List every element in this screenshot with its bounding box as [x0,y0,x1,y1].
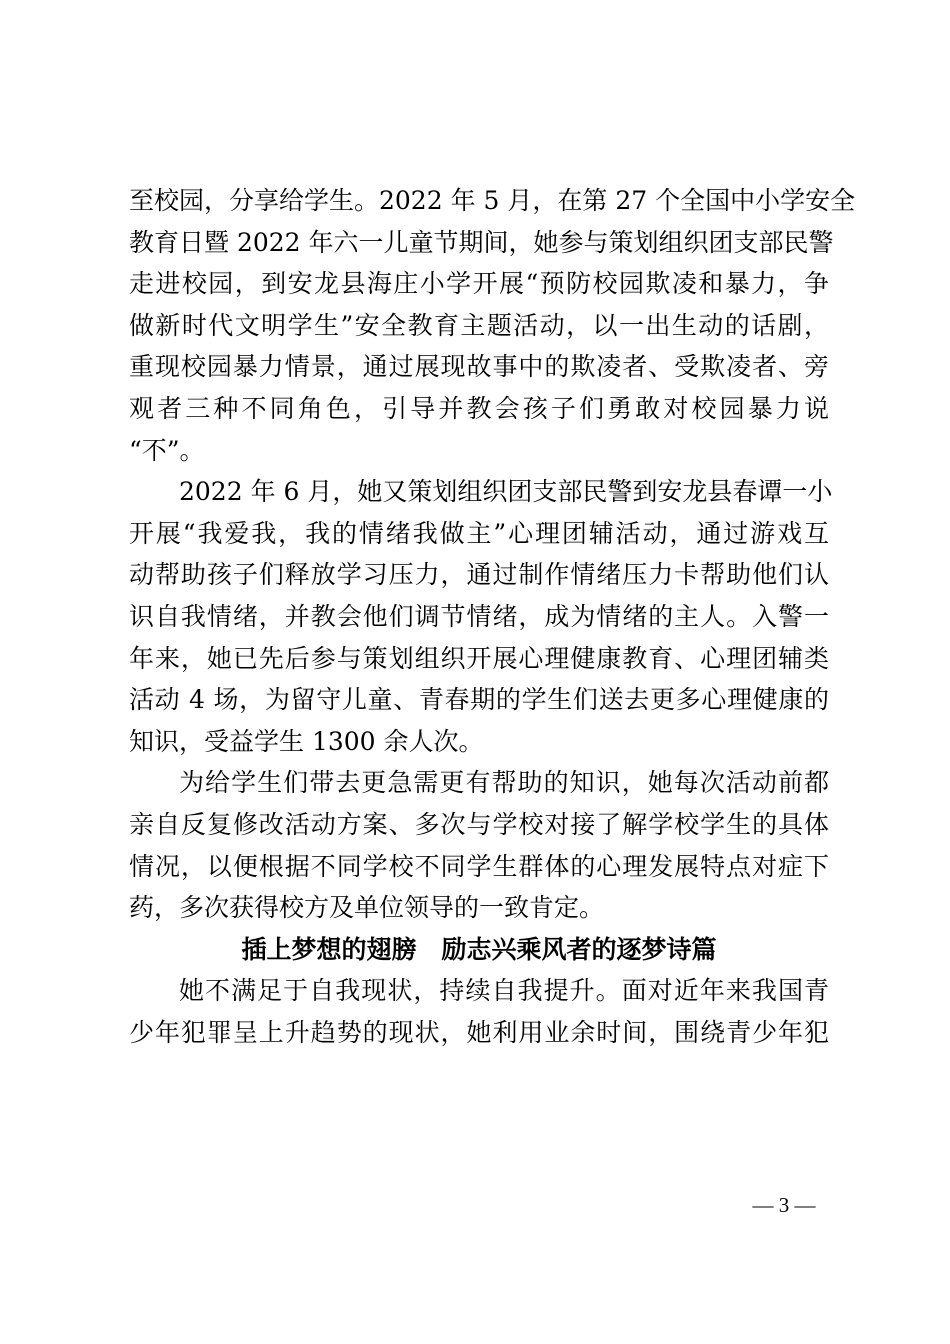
text-line: 教育日暨 2022 年六一儿童节期间，她参与策划组织团支部民警 [129,227,834,257]
text-line: 至校园，分享给学生。2022 年 5 月，在第 27 个全国中小学安全 [129,186,856,215]
text-line: 亲自反复修改活动方案、多次与学校对接了解学校学生的具体 [129,809,829,839]
text-line: 年来，她已先后参与策划组织开展心理健康教育、心理团辅类 [129,643,829,673]
paragraph-4 [129,970,829,1053]
text-line: 活动 4 场，为留守儿童、青春期的学生们送去更多心理健康的 [129,685,829,715]
body-text [129,180,856,1053]
text-line: 她不满足于自我现状，持续自我提升。面对近年来我国青 [179,976,829,1006]
text-line: 开展“我爱我，我的情绪我做主”心理团辅活动，通过游戏互 [129,518,829,548]
paragraph-1 [129,180,856,471]
page-number: — 3 — [752,1193,816,1217]
text-line: 识自我情绪，并教会他们调节情绪，成为情绪的主人。入警一 [129,601,829,631]
text-line: 动帮助孩子们释放学习压力，通过制作情绪压力卡帮助他们认 [129,560,829,590]
text-line: 重现校园暴力情景，通过展现故事中的欺凌者、受欺凌者、旁 [129,352,829,382]
text-line: 知识，受益学生 1300 余人次。 [129,726,484,756]
text-line: 情况，以便根据不同学校不同学生群体的心理发展特点对症下 [129,851,829,881]
text-line: 观者三种不同角色，引导并教会孩子们勇敢对校园暴力说 [129,393,829,423]
paragraph-3 [129,762,829,928]
text-line: 做新时代文明学生”安全教育主题活动，以一出生动的话剧， [129,310,829,340]
section-heading: 插上梦想的翅膀 励志兴乘风者的逐梦诗篇 [241,934,717,964]
text-line: 为给学生们带去更急需更有帮助的知识，她每次活动前都 [179,768,829,798]
text-line: 走进校园，到安龙县海庄小学开展“预防校园欺凌和暴力，争 [129,269,829,299]
text-line: 2022 年 6 月，她又策划组织团支部民警到安龙县春谭一小 [179,477,833,507]
paragraph-2 [129,471,833,762]
text-line: 药，多次获得校方及单位领导的一致肯定。 [129,893,605,923]
text-line: “不”。 [129,435,205,465]
text-line: 少年犯罪呈上升趋势的现状，她利用业余时间，围绕青少年犯 [129,1017,829,1047]
